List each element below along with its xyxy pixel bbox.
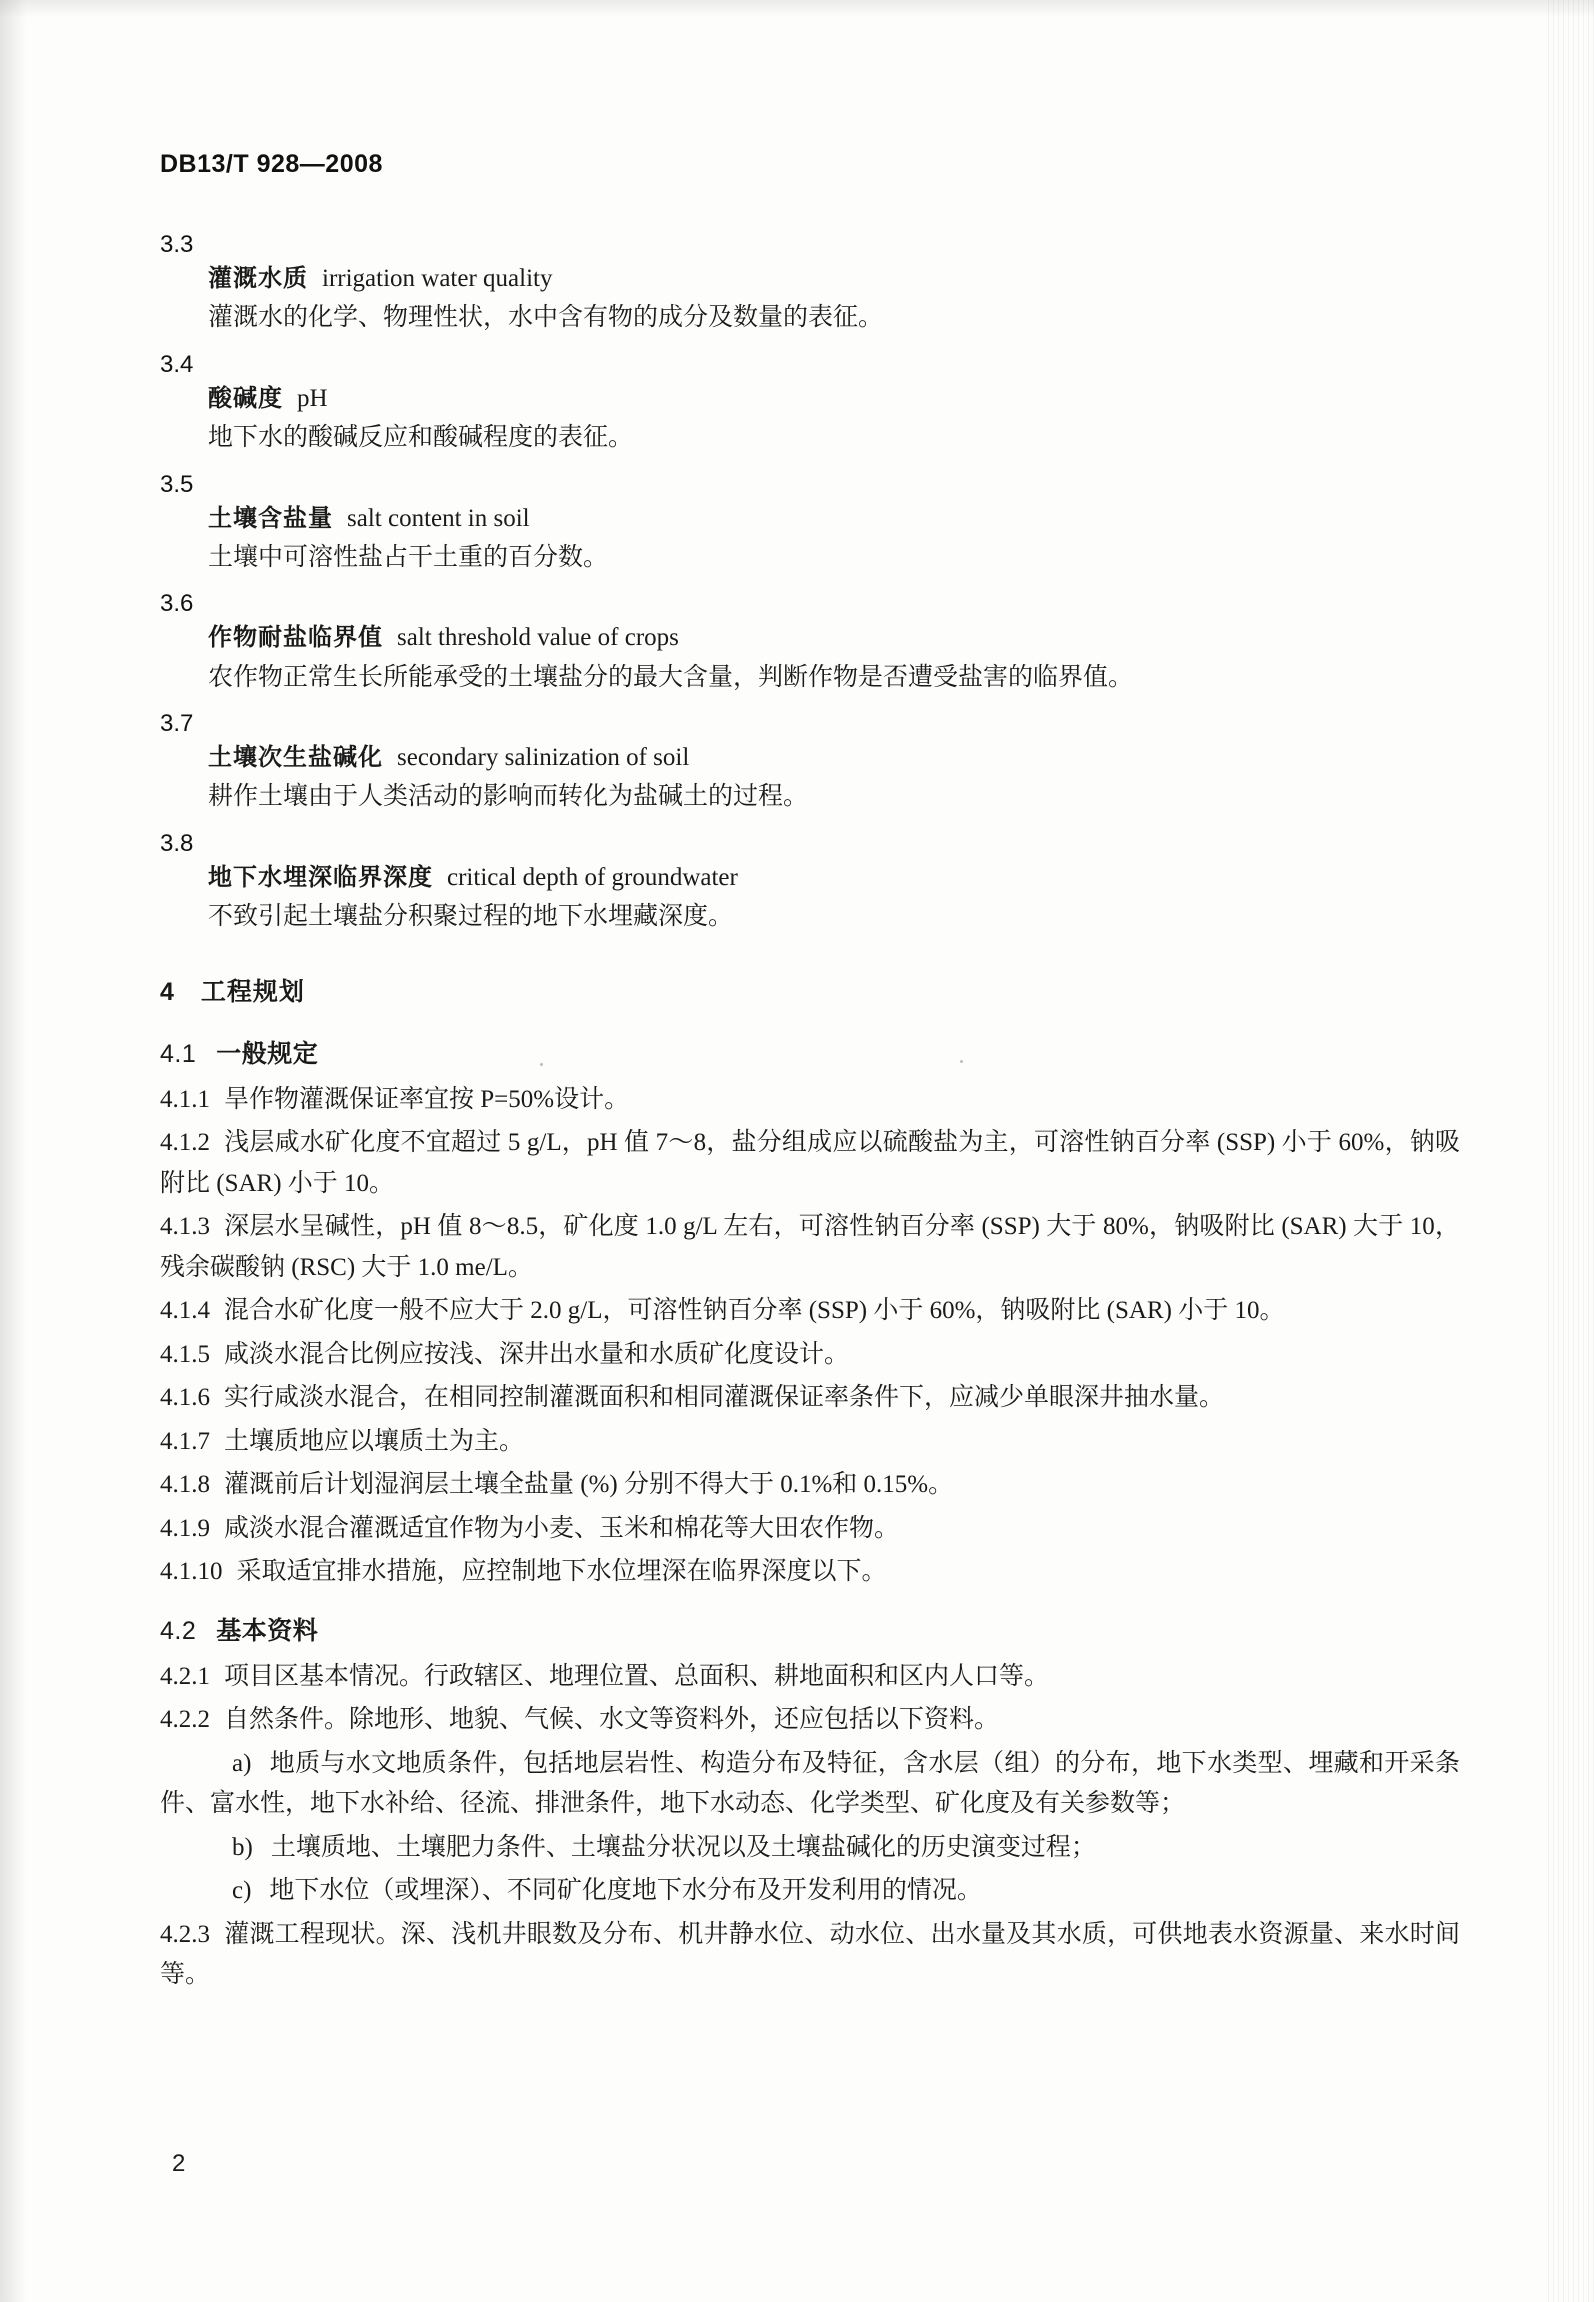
list-marker: c) (232, 1877, 252, 1904)
section-number: 4 (160, 977, 175, 1006)
paragraph (160, 1207, 1460, 1288)
list-item (160, 1744, 1460, 1825)
page-number: 2 (172, 2150, 186, 2177)
term-name-cn: 作物耐盐临界值 (208, 624, 383, 652)
paragraph-text: 浅层咸水矿化度不宜超过 5 g/L，pH 值 7～8，盐分组成应以硫酸盐为主，可溶性钠百分率 (SSP) 小于 60%，钠吸附比 (SAR) 小于 10。 (160, 1129, 1460, 1197)
clause-number: 3.5 (160, 470, 194, 498)
paragraph-text: 咸淡水混合灌溉适宜作物为小麦、玉米和棉花等大田农作物。 (224, 1514, 900, 1542)
subsection-title: 基本资料 (216, 1616, 319, 1645)
paragraph (160, 1552, 1460, 1593)
term-title (208, 860, 1460, 896)
term-name-en: critical depth of groundwater (447, 863, 738, 891)
paragraph-text: 土壤质地应以壤质土为主。 (224, 1427, 525, 1455)
paragraph (160, 1123, 1460, 1204)
paragraph-text: 实行咸淡水混合，在相同控制灌溉面积和相同灌溉保证率条件下，应减少单眼深井抽水量。 (224, 1384, 1225, 1411)
paragraph-text: 旱作物灌溉保证率宜按 P=50%设计。 (224, 1085, 630, 1113)
term-block (160, 351, 1460, 457)
term-title (208, 381, 1460, 417)
list-marker: b) (232, 1833, 253, 1861)
subsection-number: 4.2 (160, 1616, 197, 1645)
paragraph (160, 1915, 1460, 1996)
term-block (160, 231, 1460, 337)
paragraph-text: 灌溉前后计划湿润层土壤全盐量 (%) 分别不得大于 0.1%和 0.15%。 (224, 1471, 954, 1498)
term-definition: 耕作土壤由于人类活动的影响而转化为盐碱土的过程。 (208, 783, 809, 811)
term-name-cn: 灌溉水质 (208, 265, 308, 292)
paragraph-number: 4.1.1 (160, 1085, 210, 1113)
paragraph-number: 4.1.10 (160, 1558, 223, 1585)
term-title (208, 620, 1460, 656)
clause-number: 3.7 (160, 710, 194, 737)
paragraph-number: 4.1.9 (160, 1514, 210, 1542)
paragraph-number: 4.2.1 (160, 1662, 210, 1690)
term-block (160, 471, 1460, 577)
term-name-cn: 土壤次生盐碱化 (208, 744, 383, 771)
list-item-text: 地质与水文地质条件，包括地层岩性、构造分布及特征，含水层（组）的分布，地下水类型、埋藏和开采条件、富水性，地下水补给、径流、排泄条件，地下水动态、化学类型、矿化度及有关参数等； (160, 1749, 1460, 1817)
paragraph (160, 1465, 1460, 1506)
document-header: DB13/T 928—2008 (160, 150, 383, 178)
paragraph-number: 4.1.5 (160, 1340, 210, 1368)
paragraph-number: 4.1.7 (160, 1427, 210, 1455)
paragraph (160, 1080, 1460, 1121)
subsection-title: 一般规定 (216, 1039, 319, 1068)
term-definition: 灌溉水的化学、物理性状，水中含有物的成分及数量的表征。 (208, 304, 884, 332)
paragraph-text: 咸淡水混合比例应按浅、深井出水量和水质矿化度设计。 (224, 1340, 850, 1368)
clause-number: 3.4 (160, 350, 194, 378)
paragraph (160, 1657, 1460, 1698)
paragraph (160, 1509, 1460, 1550)
list-item-text: 土壤质地、土壤肥力条件、土壤盐分状况以及土壤盐碱化的历史演变过程； (270, 1833, 1096, 1861)
term-definition: 地下水的酸碱反应和酸碱程度的表征。 (208, 424, 634, 451)
paragraph-text: 项目区基本情况。行政辖区、地理位置、总面积、耕地面积和区内人口等。 (224, 1662, 1050, 1690)
paragraph-number: 4.1.3 (160, 1213, 210, 1240)
paragraph-number: 4.1.4 (160, 1297, 210, 1324)
term-definition: 不致引起土壤盐分积聚过程的地下水埋藏深度。 (208, 903, 734, 930)
page-content (160, 150, 1460, 1999)
paragraph (160, 1291, 1460, 1332)
paragraph-number: 4.2.3 (160, 1920, 210, 1948)
clause-number: 3.3 (160, 231, 194, 258)
paragraph-number: 4.1.6 (160, 1384, 210, 1411)
section-title: 工程规划 (200, 977, 305, 1006)
paragraph-text: 自然条件。除地形、地貌、气候、水文等资料外，还应包括以下资料。 (224, 1706, 1000, 1733)
page-edge-shadow-top (0, 0, 1594, 18)
section-heading-4 (160, 972, 1460, 1008)
paragraph (160, 1700, 1460, 1741)
paragraph-number: 4.1.2 (160, 1129, 210, 1156)
clause-number: 3.6 (160, 590, 194, 618)
term-name-cn: 地下水埋深临界深度 (208, 863, 433, 891)
term-name-en: pH (297, 384, 328, 412)
term-name-en: irrigation water quality (322, 265, 553, 292)
term-name-cn: 酸碱度 (208, 384, 283, 412)
subsection-number: 4.1 (160, 1039, 197, 1068)
page-edge-shadow-left (0, 0, 26, 2302)
term-title (208, 501, 1460, 537)
term-block (160, 830, 1460, 936)
term-title (208, 261, 1460, 297)
term-block (160, 710, 1460, 816)
list-item (160, 1871, 1460, 1912)
term-block (160, 590, 1460, 696)
clause-number: 3.8 (160, 829, 194, 857)
paragraph (160, 1378, 1460, 1419)
paragraph (160, 1422, 1460, 1463)
subsection-heading-4-2 (160, 1611, 1460, 1647)
term-name-en: salt content in soil (347, 504, 530, 532)
list-item-text: 地下水位（或埋深）、不同矿化度地下水分布及开发利用的情况。 (269, 1877, 982, 1904)
paragraph-number: 4.1.8 (160, 1471, 210, 1498)
paragraph-text: 深层水呈碱性，pH 值 8～8.5，矿化度 1.0 g/L 左右，可溶性钠百分率 (SSP) 大于 80%，钠吸附比 (SAR) 大于 10，残余碳酸钠 (RSC) 大于 1.0 me/L。 (160, 1213, 1460, 1281)
paragraph-text: 灌溉工程现状。深、浅机井眼数及分布、机井静水位、动水位、出水量及其水质，可供地表水资源量、来水时间等。 (160, 1920, 1460, 1988)
term-name-en: salt threshold value of crops (397, 624, 679, 652)
list-marker: a) (232, 1749, 252, 1777)
paragraph-number: 4.2.2 (160, 1706, 210, 1733)
paragraph-text: 采取适宜排水措施，应控制地下水位埋深在临界深度以下。 (236, 1558, 887, 1585)
term-name-en: secondary salinization of soil (397, 744, 690, 771)
paragraph-text: 混合水矿化度一般不应大于 2.0 g/L，可溶性钠百分率 (SSP) 小于 60%，钠吸附比 (SAR) 小于 10。 (224, 1297, 1285, 1324)
list-item (160, 1828, 1460, 1869)
paragraph (160, 1335, 1460, 1376)
term-definition: 土壤中可溶性盐占干土重的百分数。 (208, 543, 609, 571)
term-title (208, 740, 1460, 776)
term-name-cn: 土壤含盐量 (208, 504, 333, 532)
subsection-heading-4-1 (160, 1034, 1460, 1070)
scan-noise-strip (1548, 0, 1594, 2302)
term-definition: 农作物正常生长所能承受的土壤盐分的最大含量，判断作物是否遭受盐害的临界值。 (208, 663, 1134, 691)
